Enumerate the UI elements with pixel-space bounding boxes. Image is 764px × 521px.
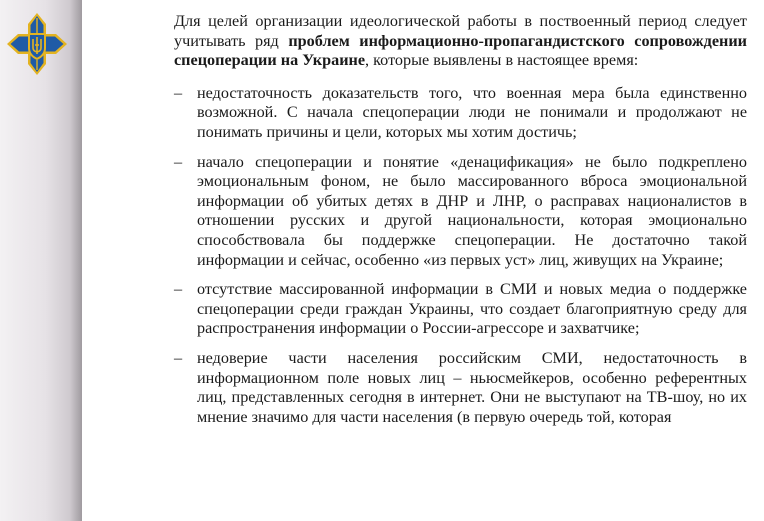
list-item xyxy=(174,280,747,339)
list-item-text: недоверие части населения российским СМИ, недостаточность в информационном поле новых лиц – ньюсмейкеров, особенно референтных лиц, представленных сегодня в интернет. Они не выступают на ТВ-шоу, но их мнение значимо для части населения (в первую очередь той, которая xyxy=(197,348,747,426)
problem-list xyxy=(174,84,747,428)
document-body xyxy=(174,12,747,427)
bullet-dash: – xyxy=(174,280,183,299)
bullet-dash: – xyxy=(174,152,183,171)
intro-paragraph xyxy=(174,12,747,71)
list-item xyxy=(174,349,747,427)
left-sidebar-band xyxy=(0,0,82,521)
bullet-dash: – xyxy=(174,348,183,367)
list-item xyxy=(174,84,747,143)
list-item-text: отсутствие массированной информации в СМИ и новых медиа о поддержке спецоперации среди граждан Украины, что создает благоприятную среду для распространения информации о России-агрессоре и захватчике; xyxy=(197,280,747,338)
list-item-text: начало спецоперации и понятие «денацификация» не было подкреплено эмоциональным фоном, не было массированного вброса эмоциональной информации об убитых детях в ДНР и ЛНР, о расправах националистов в отношении русских и другой национальности, которая эмоционально способствовала бы поддержке спецоперации. Не достаточно такой информации и сейчас, особенно «из первых уст» лиц, живущих на Украине; xyxy=(197,152,747,269)
list-item xyxy=(174,153,747,271)
intro-text-before: Для целей организации идеологической работы в поствоенный период следует учитывать ряд xyxy=(174,12,747,50)
bullet-dash: – xyxy=(174,83,183,102)
intro-text-after: , которые выявлены в настоящее время: xyxy=(365,51,639,70)
intro-bold-text: проблем информационно-пропагандистского сопровождении спецоперации на Украине xyxy=(174,31,747,70)
ssu-emblem-icon xyxy=(6,12,68,76)
list-item-text: недостаточность доказательств того, что военная мера была единственно возможной. С начала спецоперации люди не понимали и продолжают не понимать причины и цели, которых мы хотим достичь; xyxy=(197,83,747,141)
